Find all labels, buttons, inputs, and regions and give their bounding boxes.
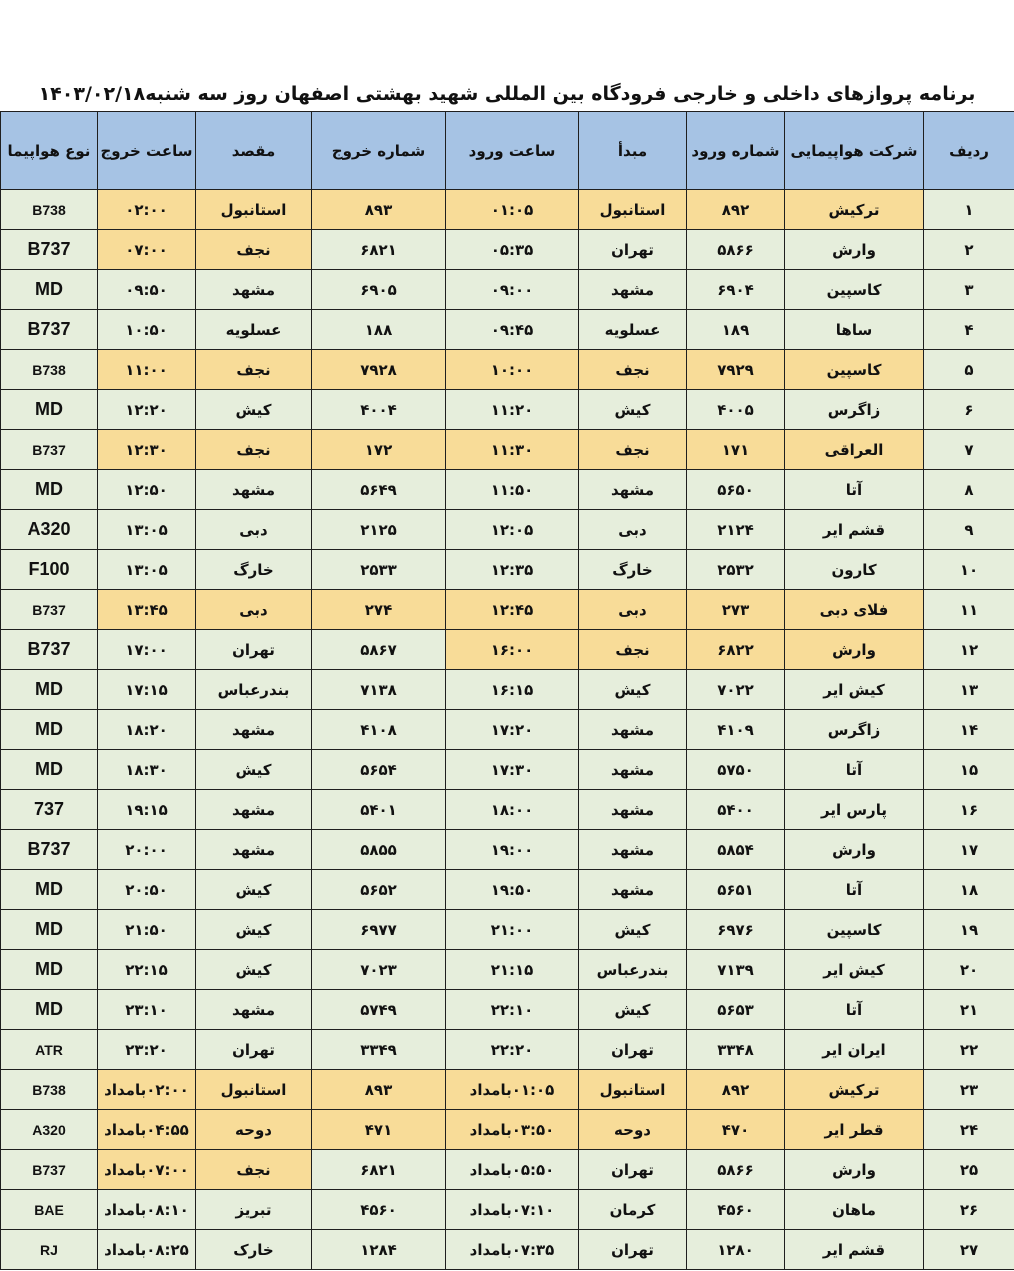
departure-number-cell: ۵۶۵۴ bbox=[312, 750, 446, 790]
destination-cell: نجف bbox=[196, 350, 312, 390]
origin-cell: استانبول bbox=[579, 190, 687, 230]
origin-cell: کیش bbox=[579, 910, 687, 950]
col-header-departure-number: شماره خروج bbox=[312, 112, 446, 190]
departure-number-cell: ۴۰۰۴ bbox=[312, 390, 446, 430]
destination-cell: نجف bbox=[196, 430, 312, 470]
destination-cell: کیش bbox=[196, 750, 312, 790]
row-number-cell: ۳ bbox=[924, 270, 1014, 310]
departure-number-cell: ۵۸۵۵ bbox=[312, 830, 446, 870]
arrival-number-cell: ۴۵۶۰ bbox=[687, 1190, 785, 1230]
aircraft-type-cell: B737 bbox=[1, 1150, 98, 1190]
aircraft-type-cell: MD bbox=[1, 670, 98, 710]
departure-number-cell: ۵۶۵۲ bbox=[312, 870, 446, 910]
arrival-time-cell: ۲۱:۰۰ bbox=[446, 910, 579, 950]
arrival-number-cell: ۵۸۶۶ bbox=[687, 1150, 785, 1190]
destination-cell: مشهد bbox=[196, 790, 312, 830]
col-header-origin: مبدأ bbox=[579, 112, 687, 190]
airline-cell: آتا bbox=[785, 990, 924, 1030]
departure-time-cell: ۱۹:۱۵ bbox=[98, 790, 196, 830]
destination-cell: کیش bbox=[196, 950, 312, 990]
arrival-number-cell: ۴۱۰۹ bbox=[687, 710, 785, 750]
origin-cell: خارگ bbox=[579, 550, 687, 590]
origin-cell: مشهد bbox=[579, 750, 687, 790]
table-row bbox=[1, 430, 1014, 470]
arrival-time-cell: ۲۲:۲۰ bbox=[446, 1030, 579, 1070]
arrival-time-cell: ۱۷:۲۰ bbox=[446, 710, 579, 750]
departure-number-cell: ۶۹۰۵ bbox=[312, 270, 446, 310]
row-number-cell: ۲۵ bbox=[924, 1150, 1014, 1190]
row-number-cell: ۴ bbox=[924, 310, 1014, 350]
arrival-number-cell: ۸۹۲ bbox=[687, 1070, 785, 1110]
arrival-number-cell: ۵۸۶۶ bbox=[687, 230, 785, 270]
departure-time-cell: ۰۷:۰۰بامداد bbox=[98, 1150, 196, 1190]
departure-number-cell: ۷۰۲۳ bbox=[312, 950, 446, 990]
departure-time-cell: ۰۷:۰۰ bbox=[98, 230, 196, 270]
departure-number-cell: ۵۷۴۹ bbox=[312, 990, 446, 1030]
arrival-number-cell: ۴۰۰۵ bbox=[687, 390, 785, 430]
destination-cell: عسلویه bbox=[196, 310, 312, 350]
departure-number-cell: ۱۲۸۴ bbox=[312, 1230, 446, 1270]
aircraft-type-cell: B737 bbox=[1, 590, 98, 630]
departure-number-cell: ۲۱۲۵ bbox=[312, 510, 446, 550]
origin-cell: کیش bbox=[579, 670, 687, 710]
destination-cell: دبی bbox=[196, 510, 312, 550]
airline-cell: ترکیش bbox=[785, 190, 924, 230]
aircraft-type-cell: B737 bbox=[1, 230, 98, 270]
row-number-cell: ۲۳ bbox=[924, 1070, 1014, 1110]
origin-cell: مشهد bbox=[579, 710, 687, 750]
arrival-time-cell: ۱۱:۳۰ bbox=[446, 430, 579, 470]
destination-cell: دبی bbox=[196, 590, 312, 630]
aircraft-type-cell: F100 bbox=[1, 550, 98, 590]
destination-cell: استانبول bbox=[196, 1070, 312, 1110]
departure-time-cell: ۲۳:۲۰ bbox=[98, 1030, 196, 1070]
destination-cell: تهران bbox=[196, 630, 312, 670]
origin-cell: استانبول bbox=[579, 1070, 687, 1110]
arrival-number-cell: ۴۷۰ bbox=[687, 1110, 785, 1150]
arrival-number-cell: ۶۹۰۴ bbox=[687, 270, 785, 310]
departure-time-cell: ۱۰:۵۰ bbox=[98, 310, 196, 350]
departure-number-cell: ۱۸۸ bbox=[312, 310, 446, 350]
aircraft-type-cell: B737 bbox=[1, 310, 98, 350]
departure-time-cell: ۱۸:۲۰ bbox=[98, 710, 196, 750]
origin-cell: تهران bbox=[579, 230, 687, 270]
arrival-time-cell: ۱۲:۳۵ bbox=[446, 550, 579, 590]
airline-cell: پارس ایر bbox=[785, 790, 924, 830]
departure-number-cell: ۸۹۳ bbox=[312, 1070, 446, 1110]
row-number-cell: ۲۶ bbox=[924, 1190, 1014, 1230]
departure-time-cell: ۱۸:۳۰ bbox=[98, 750, 196, 790]
airline-cell: ماهان bbox=[785, 1190, 924, 1230]
origin-cell: دبی bbox=[579, 510, 687, 550]
destination-cell: کیش bbox=[196, 870, 312, 910]
table-row bbox=[1, 590, 1014, 630]
table-row bbox=[1, 1230, 1014, 1270]
arrival-number-cell: ۱۷۱ bbox=[687, 430, 785, 470]
departure-time-cell: ۰۴:۵۵بامداد bbox=[98, 1110, 196, 1150]
arrival-number-cell: ۵۸۵۴ bbox=[687, 830, 785, 870]
departure-number-cell: ۵۶۴۹ bbox=[312, 470, 446, 510]
origin-cell: نجف bbox=[579, 430, 687, 470]
col-header-row-number: ردیف bbox=[924, 112, 1014, 190]
aircraft-type-cell: MD bbox=[1, 270, 98, 310]
destination-cell: بندرعباس bbox=[196, 670, 312, 710]
destination-cell: خارک bbox=[196, 1230, 312, 1270]
departure-time-cell: ۱۱:۰۰ bbox=[98, 350, 196, 390]
airline-cell: کیش ایر bbox=[785, 950, 924, 990]
airline-cell: کاسپین bbox=[785, 910, 924, 950]
table-row bbox=[1, 750, 1014, 790]
col-header-aircraft-type: نوع هواپیما bbox=[1, 112, 98, 190]
arrival-time-cell: ۰۹:۴۵ bbox=[446, 310, 579, 350]
destination-cell: مشهد bbox=[196, 270, 312, 310]
origin-cell: بندرعباس bbox=[579, 950, 687, 990]
table-row bbox=[1, 790, 1014, 830]
origin-cell: مشهد bbox=[579, 870, 687, 910]
arrival-number-cell: ۷۰۲۲ bbox=[687, 670, 785, 710]
row-number-cell: ۱۸ bbox=[924, 870, 1014, 910]
row-number-cell: ۲۰ bbox=[924, 950, 1014, 990]
departure-time-cell: ۰۲:۰۰ bbox=[98, 190, 196, 230]
header-row bbox=[1, 112, 1014, 190]
airline-cell: فلای دبی bbox=[785, 590, 924, 630]
row-number-cell: ۱۹ bbox=[924, 910, 1014, 950]
destination-cell: کیش bbox=[196, 910, 312, 950]
aircraft-type-cell: RJ bbox=[1, 1230, 98, 1270]
col-header-arrival-time: ساعت ورود bbox=[446, 112, 579, 190]
aircraft-type-cell: ATR bbox=[1, 1030, 98, 1070]
table-row bbox=[1, 990, 1014, 1030]
table-row bbox=[1, 1070, 1014, 1110]
departure-time-cell: ۰۲:۰۰بامداد bbox=[98, 1070, 196, 1110]
departure-time-cell: ۲۲:۱۵ bbox=[98, 950, 196, 990]
table-row bbox=[1, 710, 1014, 750]
row-number-cell: ۱ bbox=[924, 190, 1014, 230]
arrival-number-cell: ۵۴۰۰ bbox=[687, 790, 785, 830]
arrival-time-cell: ۰۹:۰۰ bbox=[446, 270, 579, 310]
aircraft-type-cell: A320 bbox=[1, 510, 98, 550]
departure-time-cell: ۲۳:۱۰ bbox=[98, 990, 196, 1030]
destination-cell: کیش bbox=[196, 390, 312, 430]
aircraft-type-cell: BAE bbox=[1, 1190, 98, 1230]
row-number-cell: ۷ bbox=[924, 430, 1014, 470]
departure-time-cell: ۱۳:۰۵ bbox=[98, 550, 196, 590]
destination-cell: مشهد bbox=[196, 990, 312, 1030]
airline-cell: زاگرس bbox=[785, 710, 924, 750]
origin-cell: نجف bbox=[579, 350, 687, 390]
departure-time-cell: ۲۰:۵۰ bbox=[98, 870, 196, 910]
airline-cell: العراقی bbox=[785, 430, 924, 470]
row-number-cell: ۲ bbox=[924, 230, 1014, 270]
arrival-time-cell: ۱۲:۴۵ bbox=[446, 590, 579, 630]
table-row bbox=[1, 1190, 1014, 1230]
table-row bbox=[1, 270, 1014, 310]
table-row bbox=[1, 550, 1014, 590]
aircraft-type-cell: 737 bbox=[1, 790, 98, 830]
airline-cell: کاسپین bbox=[785, 270, 924, 310]
table-row bbox=[1, 470, 1014, 510]
aircraft-type-cell: B737 bbox=[1, 630, 98, 670]
row-number-cell: ۱۴ bbox=[924, 710, 1014, 750]
arrival-time-cell: ۱۶:۱۵ bbox=[446, 670, 579, 710]
table-row bbox=[1, 510, 1014, 550]
departure-number-cell: ۲۵۳۳ bbox=[312, 550, 446, 590]
origin-cell: دوحه bbox=[579, 1110, 687, 1150]
origin-cell: مشهد bbox=[579, 270, 687, 310]
arrival-number-cell: ۶۸۲۲ bbox=[687, 630, 785, 670]
arrival-number-cell: ۶۹۷۶ bbox=[687, 910, 785, 950]
airline-cell: ترکیش bbox=[785, 1070, 924, 1110]
col-header-destination: مقصد bbox=[196, 112, 312, 190]
airline-cell: آتا bbox=[785, 750, 924, 790]
table-row bbox=[1, 390, 1014, 430]
departure-number-cell: ۵۸۶۷ bbox=[312, 630, 446, 670]
arrival-time-cell: ۲۲:۱۰ bbox=[446, 990, 579, 1030]
table-row bbox=[1, 230, 1014, 270]
row-number-cell: ۱۶ bbox=[924, 790, 1014, 830]
aircraft-type-cell: MD bbox=[1, 950, 98, 990]
arrival-time-cell: ۰۷:۱۰بامداد bbox=[446, 1190, 579, 1230]
airline-cell: کارون bbox=[785, 550, 924, 590]
row-number-cell: ۱۵ bbox=[924, 750, 1014, 790]
aircraft-type-cell: MD bbox=[1, 750, 98, 790]
table-row bbox=[1, 310, 1014, 350]
table-row bbox=[1, 950, 1014, 990]
origin-cell: تهران bbox=[579, 1230, 687, 1270]
aircraft-type-cell: MD bbox=[1, 910, 98, 950]
departure-time-cell: ۰۹:۵۰ bbox=[98, 270, 196, 310]
destination-cell: تبریز bbox=[196, 1190, 312, 1230]
origin-cell: کرمان bbox=[579, 1190, 687, 1230]
departure-number-cell: ۶۸۲۱ bbox=[312, 1150, 446, 1190]
arrival-number-cell: ۱۲۸۰ bbox=[687, 1230, 785, 1270]
aircraft-type-cell: A320 bbox=[1, 1110, 98, 1150]
table-row bbox=[1, 630, 1014, 670]
airline-cell: وارش bbox=[785, 230, 924, 270]
arrival-number-cell: ۵۷۵۰ bbox=[687, 750, 785, 790]
destination-cell: تهران bbox=[196, 1030, 312, 1070]
arrival-time-cell: ۱۱:۵۰ bbox=[446, 470, 579, 510]
arrival-time-cell: ۱۲:۰۵ bbox=[446, 510, 579, 550]
departure-time-cell: ۱۷:۰۰ bbox=[98, 630, 196, 670]
arrival-time-cell: ۱۹:۰۰ bbox=[446, 830, 579, 870]
airline-cell: قشم ایر bbox=[785, 1230, 924, 1270]
destination-cell: مشهد bbox=[196, 830, 312, 870]
table-row bbox=[1, 350, 1014, 390]
departure-number-cell: ۸۹۳ bbox=[312, 190, 446, 230]
departure-time-cell: ۱۳:۴۵ bbox=[98, 590, 196, 630]
destination-cell: مشهد bbox=[196, 470, 312, 510]
arrival-time-cell: ۱۰:۰۰ bbox=[446, 350, 579, 390]
departure-number-cell: ۶۸۲۱ bbox=[312, 230, 446, 270]
arrival-time-cell: ۱۸:۰۰ bbox=[446, 790, 579, 830]
airline-cell: کاسپین bbox=[785, 350, 924, 390]
row-number-cell: ۲۲ bbox=[924, 1030, 1014, 1070]
departure-time-cell: ۲۱:۵۰ bbox=[98, 910, 196, 950]
departure-time-cell: ۲۰:۰۰ bbox=[98, 830, 196, 870]
aircraft-type-cell: MD bbox=[1, 990, 98, 1030]
arrival-number-cell: ۵۶۵۱ bbox=[687, 870, 785, 910]
airline-cell: قشم ایر bbox=[785, 510, 924, 550]
row-number-cell: ۱۰ bbox=[924, 550, 1014, 590]
table-row bbox=[1, 190, 1014, 230]
aircraft-type-cell: B738 bbox=[1, 1070, 98, 1110]
arrival-time-cell: ۲۱:۱۵ bbox=[446, 950, 579, 990]
aircraft-type-cell: B738 bbox=[1, 190, 98, 230]
destination-cell: دوحه bbox=[196, 1110, 312, 1150]
airline-cell: کیش ایر bbox=[785, 670, 924, 710]
row-number-cell: ۶ bbox=[924, 390, 1014, 430]
table-row bbox=[1, 910, 1014, 950]
departure-number-cell: ۴۱۰۸ bbox=[312, 710, 446, 750]
origin-cell: نجف bbox=[579, 630, 687, 670]
departure-number-cell: ۷۱۳۸ bbox=[312, 670, 446, 710]
airline-cell: وارش bbox=[785, 630, 924, 670]
departure-number-cell: ۶۹۷۷ bbox=[312, 910, 446, 950]
row-number-cell: ۹ bbox=[924, 510, 1014, 550]
row-number-cell: ۱۳ bbox=[924, 670, 1014, 710]
departure-time-cell: ۰۸:۱۰بامداد bbox=[98, 1190, 196, 1230]
arrival-time-cell: ۰۵:۳۵ bbox=[446, 230, 579, 270]
page-title: برنامه پروازهای داخلی و خارجی فرودگاه بین المللی شهید بهشتی اصفهان روز سه شنبه۱۴۰۳/۰۲/۱۸ bbox=[38, 83, 976, 105]
row-number-cell: ۲۱ bbox=[924, 990, 1014, 1030]
origin-cell: کیش bbox=[579, 990, 687, 1030]
row-number-cell: ۲۴ bbox=[924, 1110, 1014, 1150]
origin-cell: تهران bbox=[579, 1030, 687, 1070]
aircraft-type-cell: MD bbox=[1, 470, 98, 510]
table-row bbox=[1, 830, 1014, 870]
aircraft-type-cell: B737 bbox=[1, 430, 98, 470]
table-row bbox=[1, 1110, 1014, 1150]
row-number-cell: ۵ bbox=[924, 350, 1014, 390]
departure-number-cell: ۷۹۲۸ bbox=[312, 350, 446, 390]
col-header-departure-time: ساعت خروج bbox=[98, 112, 196, 190]
origin-cell: عسلویه bbox=[579, 310, 687, 350]
airline-cell: وارش bbox=[785, 1150, 924, 1190]
departure-time-cell: ۱۲:۵۰ bbox=[98, 470, 196, 510]
airline-cell: قطر ایر bbox=[785, 1110, 924, 1150]
airline-cell: وارش bbox=[785, 830, 924, 870]
arrival-time-cell: ۰۵:۵۰بامداد bbox=[446, 1150, 579, 1190]
arrival-number-cell: ۱۸۹ bbox=[687, 310, 785, 350]
aircraft-type-cell: MD bbox=[1, 390, 98, 430]
destination-cell: استانبول bbox=[196, 190, 312, 230]
origin-cell: تهران bbox=[579, 1150, 687, 1190]
departure-number-cell: ۱۷۲ bbox=[312, 430, 446, 470]
col-header-airline: شرکت هواپیمایی bbox=[785, 112, 924, 190]
departure-time-cell: ۰۸:۲۵بامداد bbox=[98, 1230, 196, 1270]
arrival-time-cell: ۰۷:۳۵بامداد bbox=[446, 1230, 579, 1270]
arrival-time-cell: ۱۹:۵۰ bbox=[446, 870, 579, 910]
arrival-number-cell: ۵۶۵۰ bbox=[687, 470, 785, 510]
origin-cell: مشهد bbox=[579, 470, 687, 510]
table-row bbox=[1, 1150, 1014, 1190]
arrival-number-cell: ۲۵۳۲ bbox=[687, 550, 785, 590]
origin-cell: مشهد bbox=[579, 790, 687, 830]
arrival-number-cell: ۲۷۳ bbox=[687, 590, 785, 630]
destination-cell: نجف bbox=[196, 230, 312, 270]
airline-cell: ایران ایر bbox=[785, 1030, 924, 1070]
departure-number-cell: ۳۳۴۹ bbox=[312, 1030, 446, 1070]
destination-cell: خارگ bbox=[196, 550, 312, 590]
flight-schedule-table bbox=[0, 111, 1014, 1270]
arrival-number-cell: ۸۹۲ bbox=[687, 190, 785, 230]
aircraft-type-cell: MD bbox=[1, 870, 98, 910]
table-row bbox=[1, 1030, 1014, 1070]
table-row bbox=[1, 870, 1014, 910]
arrival-number-cell: ۲۱۲۴ bbox=[687, 510, 785, 550]
arrival-time-cell: ۱۷:۳۰ bbox=[446, 750, 579, 790]
arrival-time-cell: ۱۱:۲۰ bbox=[446, 390, 579, 430]
row-number-cell: ۲۷ bbox=[924, 1230, 1014, 1270]
airline-cell: ساها bbox=[785, 310, 924, 350]
origin-cell: کیش bbox=[579, 390, 687, 430]
arrival-number-cell: ۷۹۲۹ bbox=[687, 350, 785, 390]
arrival-number-cell: ۵۶۵۳ bbox=[687, 990, 785, 1030]
arrival-time-cell: ۰۱:۰۵بامداد bbox=[446, 1070, 579, 1110]
departure-number-cell: ۵۴۰۱ bbox=[312, 790, 446, 830]
airline-cell: آتا bbox=[785, 870, 924, 910]
row-number-cell: ۱۲ bbox=[924, 630, 1014, 670]
arrival-number-cell: ۷۱۳۹ bbox=[687, 950, 785, 990]
aircraft-type-cell: B737 bbox=[1, 830, 98, 870]
departure-number-cell: ۴۷۱ bbox=[312, 1110, 446, 1150]
arrival-time-cell: ۱۶:۰۰ bbox=[446, 630, 579, 670]
origin-cell: مشهد bbox=[579, 830, 687, 870]
departure-number-cell: ۴۵۶۰ bbox=[312, 1190, 446, 1230]
arrival-number-cell: ۳۳۴۸ bbox=[687, 1030, 785, 1070]
row-number-cell: ۱۱ bbox=[924, 590, 1014, 630]
aircraft-type-cell: MD bbox=[1, 710, 98, 750]
departure-time-cell: ۱۳:۰۵ bbox=[98, 510, 196, 550]
departure-time-cell: ۱۷:۱۵ bbox=[98, 670, 196, 710]
airline-cell: آتا bbox=[785, 470, 924, 510]
origin-cell: دبی bbox=[579, 590, 687, 630]
row-number-cell: ۱۷ bbox=[924, 830, 1014, 870]
row-number-cell: ۸ bbox=[924, 470, 1014, 510]
departure-number-cell: ۲۷۴ bbox=[312, 590, 446, 630]
col-header-arrival-number: شماره ورود bbox=[687, 112, 785, 190]
departure-time-cell: ۱۲:۳۰ bbox=[98, 430, 196, 470]
destination-cell: مشهد bbox=[196, 710, 312, 750]
aircraft-type-cell: B738 bbox=[1, 350, 98, 390]
arrival-time-cell: ۰۱:۰۵ bbox=[446, 190, 579, 230]
airline-cell: زاگرس bbox=[785, 390, 924, 430]
table-row bbox=[1, 670, 1014, 710]
arrival-time-cell: ۰۳:۵۰بامداد bbox=[446, 1110, 579, 1150]
departure-time-cell: ۱۲:۲۰ bbox=[98, 390, 196, 430]
destination-cell: نجف bbox=[196, 1150, 312, 1190]
